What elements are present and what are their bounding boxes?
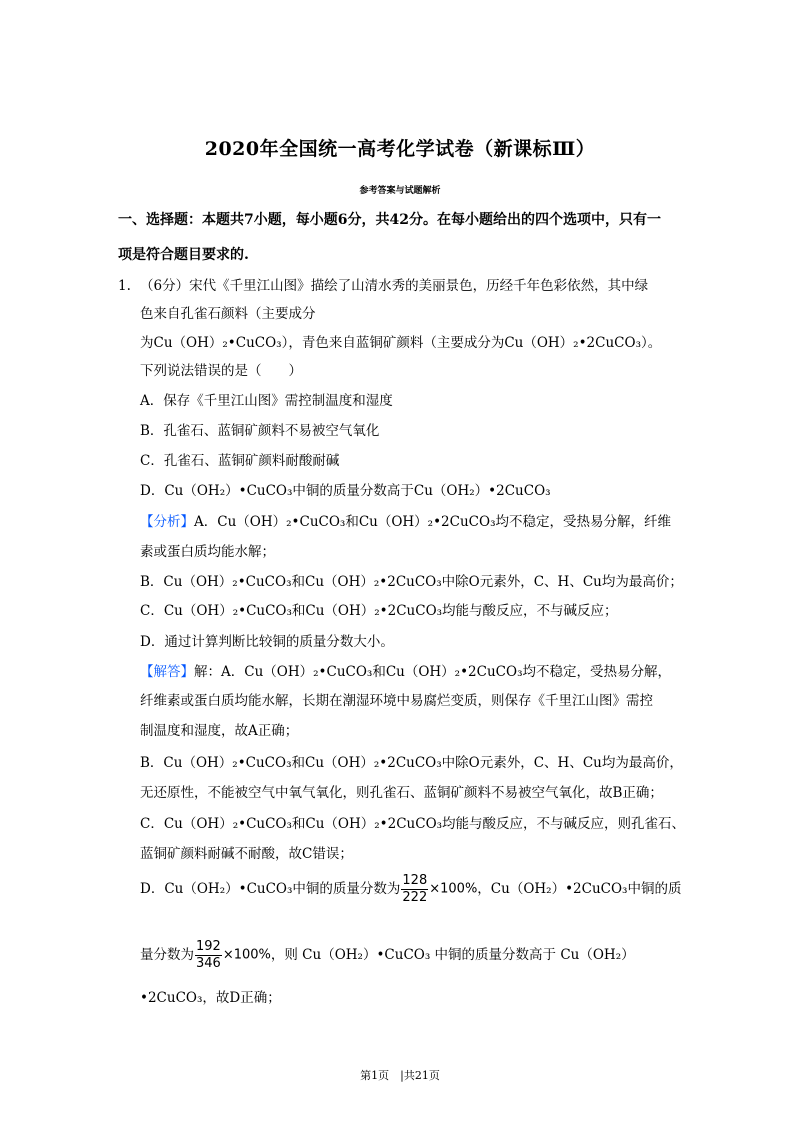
answer-line-9 — [140, 938, 680, 973]
answer-line-9-post: ，则 Cu（OH₂）•CuCO₃ 中铜的质量分数高于 Cu（OH₂） — [270, 947, 635, 963]
analysis-line-1 — [140, 512, 671, 532]
question-number: 1. — [118, 278, 131, 294]
answer-line-4: B．Cu（OH）₂•CuCO₃和Cu（OH）₂•2CuCO₃中除O元素外，C、H、Cu均为最高价， — [140, 755, 683, 771]
analysis-line-4: C．Cu（OH）₂•CuCO₃和Cu（OH）₂•2CuCO₃均能与酸反应，不与碱反应； — [140, 603, 618, 619]
section-heading-line-1: 一、选择题：本题共7小题，每小题6分，共42分。在每小题给出的四个选项中，只有一 — [118, 212, 661, 228]
answer-text-1: 解：A．Cu（OH）₂•CuCO₃和Cu（OH）₂•2CuCO₃均不稳定，受热易分解， — [194, 664, 671, 680]
answer-line-7: 蓝铜矿颜料耐碱不耐酸，故C错误； — [140, 846, 353, 862]
percent-factor: ×100% — [429, 881, 478, 897]
answer-line-6: C．Cu（OH）₂•CuCO₃和Cu（OH）₂•2CuCO₃均能与酸反应，不与碱反应，则孔雀石、 — [140, 816, 686, 832]
question-text-line-3: 为Cu（OH）₂•CuCO₃），青色来自蓝铜矿颜料（主要成分为Cu（OH）₂•2CuCO₃）。 — [140, 335, 662, 351]
fraction-denominator: 346 — [196, 956, 221, 971]
percent-factor: ×100% — [222, 947, 271, 963]
section-heading-line-2: 项是符合题目要求的. — [118, 247, 249, 263]
question-text-line-4: 下列说法错误的是（ ） — [140, 363, 302, 379]
fraction-numerator: 192 — [196, 939, 221, 954]
answer-line-9-pre: 量分数为 — [140, 947, 194, 963]
page-title: 2020年全国统一高考化学试卷（新课标Ⅲ） — [204, 138, 596, 160]
answer-line-1 — [140, 662, 671, 682]
answer-line-10: •2CuCO₃，故D正确； — [140, 990, 281, 1006]
answer-line-8-pre: D．Cu（OH₂）•CuCO₃中铜的质量分数为 — [140, 881, 401, 897]
analysis-tag: 【分析】 — [140, 514, 194, 530]
analysis-line-5: D．通过计算判断比较铜的质量分数大小。 — [140, 634, 394, 650]
answer-line-2: 纤维素或蛋白质均能水解，长期在潮湿环境中易腐烂变质，则保存《千里江山图》需控 — [140, 693, 653, 709]
page-subtitle: 参考答案与试题解析 — [359, 186, 441, 196]
answer-line-3: 制温度和湿度，故A正确； — [140, 723, 299, 739]
answer-tag: 【解答】 — [140, 664, 194, 680]
answer-line-8-post: ，Cu（OH₂）•2CuCO₃中铜的质 — [477, 881, 682, 897]
question-text-line-1: （6分）宋代《千里江山图》描绘了山清水秀的美丽景色，历经千年色彩依然，其中绿 — [140, 278, 649, 294]
page-footer: 第1页 |共21页 — [360, 1069, 440, 1082]
option-a: A．保存《千里江山图》需控制温度和湿度 — [140, 393, 393, 409]
option-c: C．孔雀石、蓝铜矿颜料耐酸耐碱 — [140, 453, 340, 469]
fraction-128-222 — [401, 873, 428, 906]
analysis-line-2: 素或蛋白质均能水解； — [140, 544, 275, 560]
question-text-line-2: 色来自孔雀石颜料（主要成分 — [140, 306, 316, 322]
option-d: D．Cu（OH₂）•CuCO₃中铜的质量分数高于Cu（OH₂）•2CuCO₃ — [140, 483, 551, 499]
answer-line-5: 无还原性，不能被空气中氧气氧化，则孔雀石、蓝铜矿颜料不易被空气氧化，故B正确； — [140, 785, 663, 801]
option-b: B．孔雀石、蓝铜矿颜料不易被空气氧化 — [140, 423, 380, 439]
fraction-numerator: 128 — [402, 873, 428, 888]
answer-line-8 — [140, 872, 681, 907]
fraction-denominator: 222 — [402, 890, 428, 905]
analysis-text-1: A．Cu（OH）₂•CuCO₃和Cu（OH）₂•2CuCO₃均不稳定，受热易分解，纤维 — [194, 514, 671, 530]
analysis-line-3: B．Cu（OH）₂•CuCO₃和Cu（OH）₂•2CuCO₃中除O元素外，C、H、Cu均为最高价； — [140, 574, 683, 590]
fraction-192-346 — [195, 939, 222, 972]
